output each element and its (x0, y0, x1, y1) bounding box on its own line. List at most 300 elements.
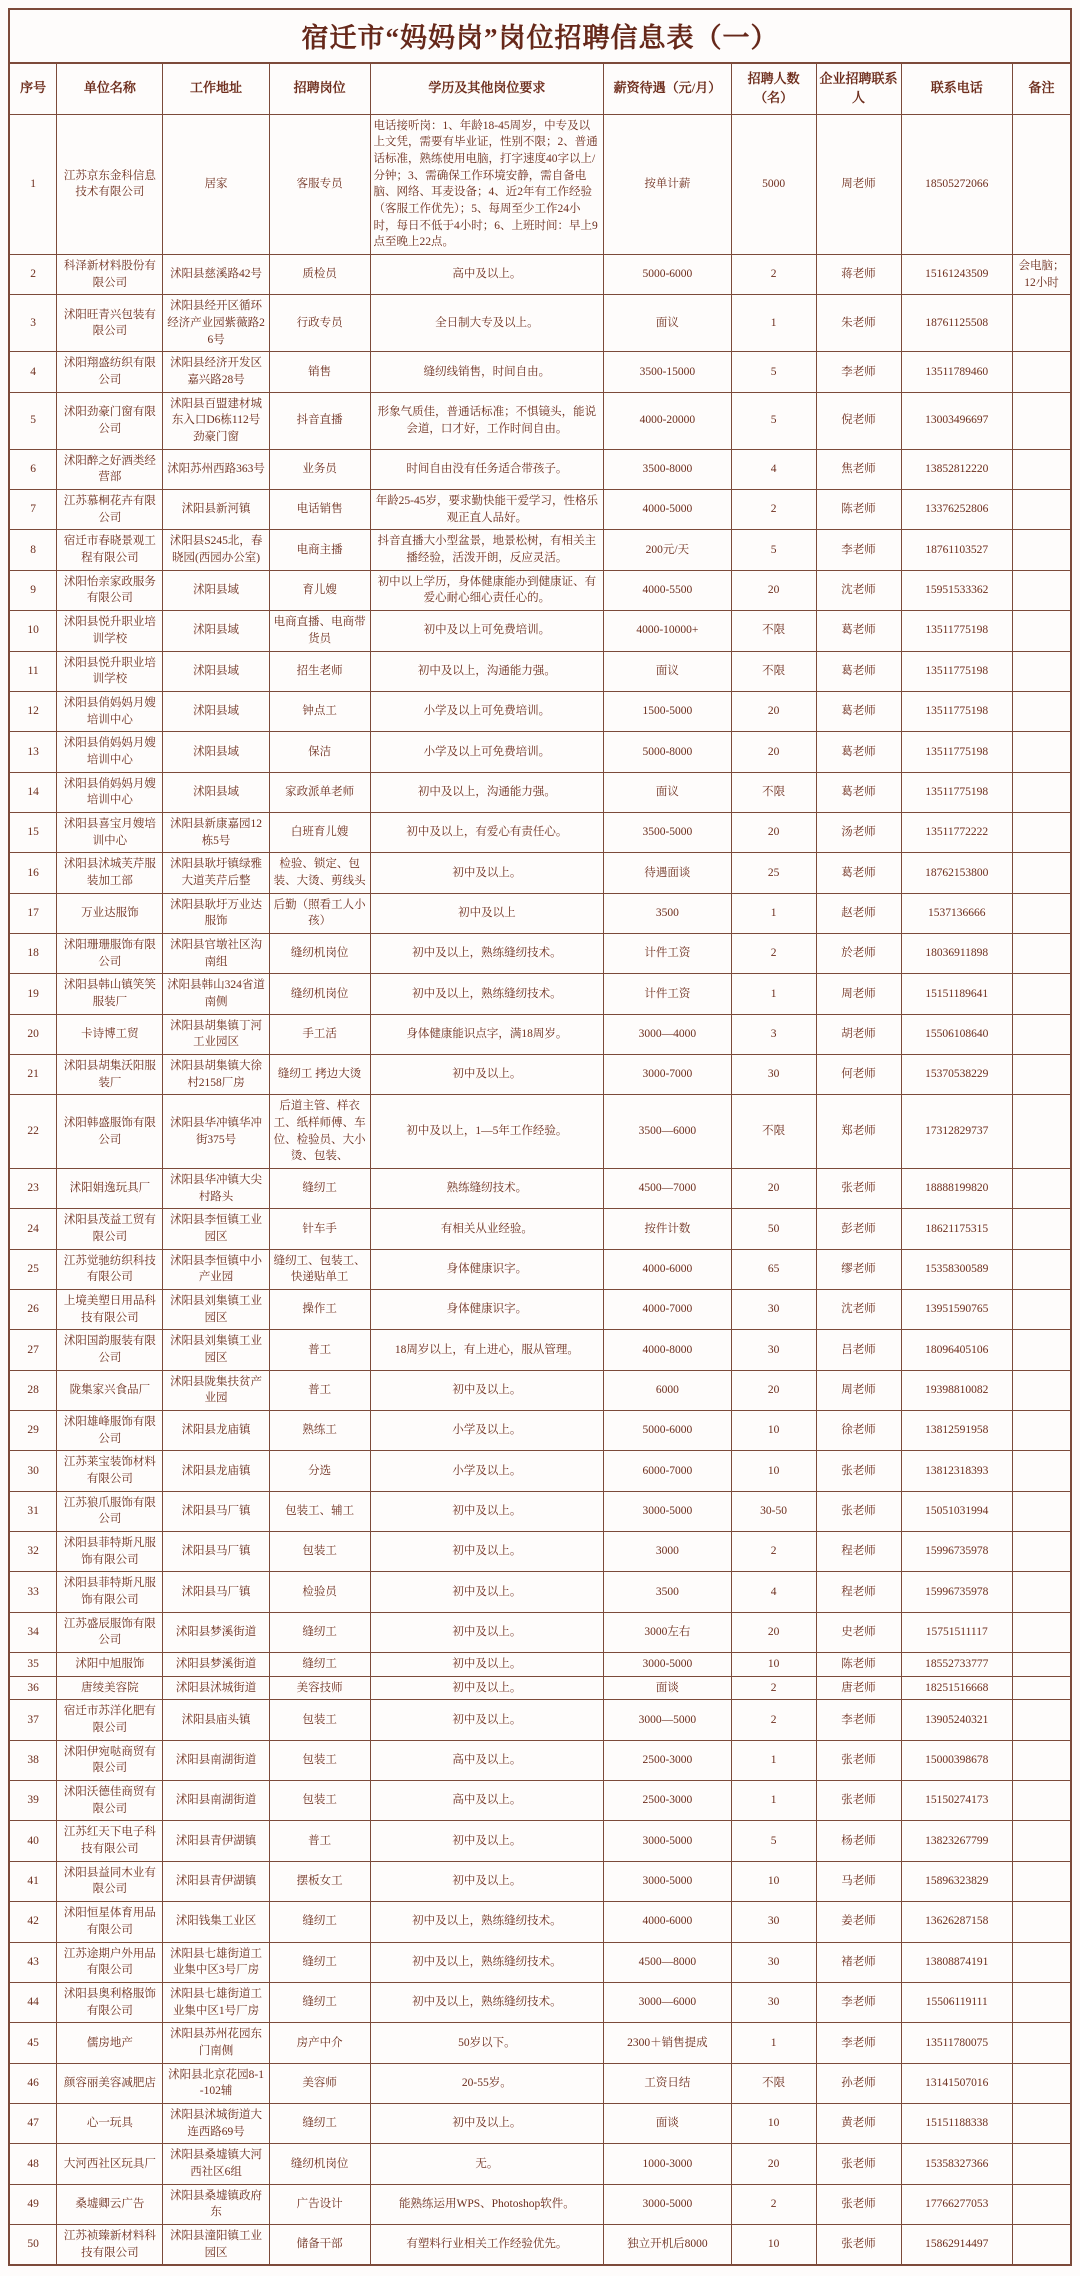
table-row (9, 1821, 1071, 1861)
cell-headcount: 2 (731, 1532, 816, 1572)
cell-remark (1013, 1370, 1071, 1410)
cell-headcount: 25 (731, 853, 816, 893)
cell-address: 沭阳县马厂镇 (163, 1572, 269, 1612)
cell-phone: 18251516668 (901, 1676, 1013, 1700)
cell-phone: 13511775198 (901, 691, 1013, 731)
cell-requirements: 初中及以上。 (370, 1532, 604, 1572)
cell-position: 包装工 (269, 1532, 370, 1572)
cell-requirements: 高中及以上。 (370, 1781, 604, 1821)
cell-contact: 朱老师 (816, 295, 901, 352)
table-row (9, 2103, 1071, 2143)
cell-contact: 马老师 (816, 1861, 901, 1901)
cell-seq: 22 (9, 1095, 57, 1169)
cell-contact: 张老师 (816, 1168, 901, 1208)
table-row (9, 1740, 1071, 1780)
cell-remark (1013, 530, 1071, 570)
table-row (9, 449, 1071, 489)
cell-phone: 15151188338 (901, 2103, 1013, 2143)
cell-seq: 35 (9, 1653, 57, 1677)
cell-headcount: 1 (731, 1781, 816, 1821)
cell-phone: 18036911898 (901, 933, 1013, 973)
cell-phone: 18761103527 (901, 530, 1013, 570)
cell-remark (1013, 1014, 1071, 1054)
cell-seq: 1 (9, 114, 57, 254)
cell-position: 缝纫工 (269, 1942, 370, 1982)
cell-headcount: 5 (731, 352, 816, 392)
cell-salary: 按件计数 (604, 1209, 731, 1249)
cell-phone: 13905240321 (901, 1700, 1013, 1740)
table-row (9, 933, 1071, 973)
cell-seq: 44 (9, 1982, 57, 2022)
cell-contact: 李老师 (816, 1700, 901, 1740)
cell-requirements: 初中及以上，沟通能力强。 (370, 651, 604, 691)
cell-remark (1013, 2103, 1071, 2143)
cell-headcount: 20 (731, 2144, 816, 2184)
cell-seq: 5 (9, 392, 57, 449)
cell-contact: 李老师 (816, 530, 901, 570)
cell-remark (1013, 1740, 1071, 1780)
cell-seq: 7 (9, 490, 57, 530)
cell-headcount: 4 (731, 449, 816, 489)
table-row (9, 1411, 1071, 1451)
cell-company: 大河西社区玩具厂 (57, 2144, 163, 2184)
cell-position: 熟练工 (269, 1411, 370, 1451)
cell-company: 沭阳劲豪门窗有限公司 (57, 392, 163, 449)
cell-phone: 13511780075 (901, 2023, 1013, 2063)
cell-company: 沭阳县茂益工贸有限公司 (57, 1209, 163, 1249)
cell-headcount: 1 (731, 1740, 816, 1780)
cell-headcount: 20 (731, 1168, 816, 1208)
cell-remark (1013, 2023, 1071, 2063)
cell-phone: 15051031994 (901, 1491, 1013, 1531)
cell-salary: 3000—4000 (604, 1014, 731, 1054)
cell-requirements: 无。 (370, 2144, 604, 2184)
cell-salary: 计件工资 (604, 933, 731, 973)
cell-salary: 4000-6000 (604, 1902, 731, 1942)
cell-headcount: 1 (731, 893, 816, 933)
cell-company: 沭阳县悦升职业培训学校 (57, 611, 163, 651)
cell-requirements: 初中及以上，有爱心有责任心。 (370, 812, 604, 852)
cell-position: 钟点工 (269, 691, 370, 731)
cell-address: 沭阳县华冲镇大尖村路头 (163, 1168, 269, 1208)
cell-seq: 8 (9, 530, 57, 570)
cell-phone: 13003496697 (901, 392, 1013, 449)
cell-phone: 13626287158 (901, 1902, 1013, 1942)
cell-headcount: 不限 (731, 2063, 816, 2103)
cell-position: 分选 (269, 1451, 370, 1491)
cell-company: 上境美塑日用品科技有限公司 (57, 1290, 163, 1330)
cell-address: 沭阳县北京花园8-1-102辅 (163, 2063, 269, 2103)
cell-salary: 200元/天 (604, 530, 731, 570)
cell-address: 沭阳县青伊湖镇 (163, 1861, 269, 1901)
cell-contact: 张老师 (816, 1451, 901, 1491)
cell-address: 沭阳县域 (163, 651, 269, 691)
cell-phone: 18552733777 (901, 1653, 1013, 1677)
cell-headcount: 30 (731, 1902, 816, 1942)
cell-position: 后道主管、样衣工、纸样师傅、车位、检验员、大小烫、包装、 (269, 1095, 370, 1169)
cell-salary: 3500-8000 (604, 449, 731, 489)
cell-requirements: 初中及以上。 (370, 1700, 604, 1740)
cell-remark (1013, 570, 1071, 610)
cell-salary: 5000-6000 (604, 1411, 731, 1451)
cell-company: 颜容丽美容减肥店 (57, 2063, 163, 2103)
cell-address: 沭阳县龙庙镇 (163, 1451, 269, 1491)
cell-contact: 程老师 (816, 1572, 901, 1612)
table-row (9, 853, 1071, 893)
cell-remark (1013, 853, 1071, 893)
cell-address: 沭阳县龙庙镇 (163, 1411, 269, 1451)
table-row (9, 1168, 1071, 1208)
cell-phone: 13812591958 (901, 1411, 1013, 1451)
cell-phone: 18761125508 (901, 295, 1013, 352)
cell-remark (1013, 1054, 1071, 1094)
cell-seq: 15 (9, 812, 57, 852)
table-row (9, 1942, 1071, 1982)
cell-requirements: 抖音直播大小型盆景，地景松树，有相关主播经验，活泼开朗，反应灵活。 (370, 530, 604, 570)
cell-seq: 34 (9, 1612, 57, 1652)
cell-headcount: 2 (731, 255, 816, 295)
cell-address: 沭阳县新康嘉园12栋5号 (163, 812, 269, 852)
cell-seq: 2 (9, 255, 57, 295)
cell-address: 沭阳县域 (163, 691, 269, 731)
cell-phone: 17766277053 (901, 2184, 1013, 2224)
cell-company: 沭阳县沭城芙芹服装加工部 (57, 853, 163, 893)
cell-seq: 12 (9, 691, 57, 731)
cell-seq: 10 (9, 611, 57, 651)
cell-phone: 19398810082 (901, 1370, 1013, 1410)
cell-phone: 13511775198 (901, 732, 1013, 772)
cell-company: 宿迁市苏洋化肥有限公司 (57, 1700, 163, 1740)
cell-phone: 18762153800 (901, 853, 1013, 893)
cell-position: 保洁 (269, 732, 370, 772)
table-row (9, 732, 1071, 772)
cell-remark (1013, 2224, 1071, 2265)
cell-remark (1013, 352, 1071, 392)
cell-company: 沭阳国韵服装有限公司 (57, 1330, 163, 1370)
column-header-1: 单位名称 (57, 63, 163, 114)
cell-company: 江苏觉驰纺织科技有限公司 (57, 1249, 163, 1289)
cell-salary: 6000-7000 (604, 1451, 731, 1491)
cell-phone: 15751511117 (901, 1612, 1013, 1652)
cell-seq: 6 (9, 449, 57, 489)
cell-contact: 周老师 (816, 974, 901, 1014)
cell-requirements: 全日制大专及以上。 (370, 295, 604, 352)
cell-seq: 43 (9, 1942, 57, 1982)
table-row (9, 295, 1071, 352)
cell-requirements: 初中及以上。 (370, 1054, 604, 1094)
cell-seq: 29 (9, 1411, 57, 1451)
cell-phone: 13812318393 (901, 1451, 1013, 1491)
cell-seq: 23 (9, 1168, 57, 1208)
cell-salary: 3500 (604, 893, 731, 933)
cell-contact: 郑老师 (816, 1095, 901, 1169)
cell-requirements: 小学及以上。 (370, 1451, 604, 1491)
cell-headcount: 1 (731, 2023, 816, 2063)
table-row (9, 2063, 1071, 2103)
cell-contact: 吕老师 (816, 1330, 901, 1370)
cell-position: 针车手 (269, 1209, 370, 1249)
cell-headcount: 2 (731, 2184, 816, 2224)
cell-contact: 沈老师 (816, 570, 901, 610)
column-header-2: 工作地址 (163, 63, 269, 114)
cell-headcount: 20 (731, 570, 816, 610)
cell-company: 沭阳中旭服饰 (57, 1653, 163, 1677)
table-row (9, 651, 1071, 691)
cell-requirements: 初中及以上，熟练缝纫技术。 (370, 1902, 604, 1942)
cell-phone: 13852812220 (901, 449, 1013, 489)
column-header-4: 学历及其他岗位要求 (370, 63, 604, 114)
cell-company: 江苏京东金科信息技术有限公司 (57, 114, 163, 254)
table-row (9, 611, 1071, 651)
cell-position: 行政专员 (269, 295, 370, 352)
cell-address: 沭阳县桑墟镇大河西社区6组 (163, 2144, 269, 2184)
cell-phone: 13951590765 (901, 1290, 1013, 1330)
page-title: 宿迁市“妈妈岗”岗位招聘信息表（一） (8, 8, 1072, 62)
table-row (9, 2144, 1071, 2184)
cell-address: 沭阳县耿圩镇绿雅大道芙芹后整 (163, 853, 269, 893)
cell-contact: 杨老师 (816, 1821, 901, 1861)
cell-contact: 张老师 (816, 1740, 901, 1780)
cell-headcount: 30 (731, 1290, 816, 1330)
cell-requirements: 初中及以上。 (370, 1861, 604, 1901)
cell-position: 摆板女工 (269, 1861, 370, 1901)
cell-remark (1013, 1532, 1071, 1572)
cell-salary: 4000-10000+ (604, 611, 731, 651)
cell-address: 沭阳县七雄街道工业集中区1号厂房 (163, 1982, 269, 2022)
table-row (9, 812, 1071, 852)
cell-position: 招生老师 (269, 651, 370, 691)
cell-requirements: 能熟练运用WPS、Photoshop软件。 (370, 2184, 604, 2224)
cell-headcount: 65 (731, 1249, 816, 1289)
cell-salary: 3000-5000 (604, 1861, 731, 1901)
cell-phone: 15862914497 (901, 2224, 1013, 2265)
cell-position: 美容师 (269, 2063, 370, 2103)
cell-phone: 13141507016 (901, 2063, 1013, 2103)
cell-seq: 25 (9, 1249, 57, 1289)
header-row (9, 63, 1071, 114)
cell-phone: 15000398678 (901, 1740, 1013, 1780)
cell-address: 沭阳县李恒镇中小产业园 (163, 1249, 269, 1289)
cell-headcount: 10 (731, 2103, 816, 2143)
cell-requirements: 初中及以上。 (370, 1612, 604, 1652)
cell-headcount: 2 (731, 1700, 816, 1740)
cell-seq: 31 (9, 1491, 57, 1531)
cell-position: 客服专员 (269, 114, 370, 254)
cell-requirements: 有相关从业经验。 (370, 1209, 604, 1249)
cell-phone: 18505272066 (901, 114, 1013, 254)
cell-requirements: 身体健康识字。 (370, 1249, 604, 1289)
cell-requirements: 高中及以上。 (370, 1740, 604, 1780)
cell-contact: 蒋老师 (816, 255, 901, 295)
cell-requirements: 时间自由没有任务适合带孩子。 (370, 449, 604, 489)
table-row (9, 1249, 1071, 1289)
cell-salary: 4000-5000 (604, 490, 731, 530)
cell-position: 缝纫工 (269, 1653, 370, 1677)
cell-headcount: 30 (731, 1942, 816, 1982)
cell-company: 沭阳娟逸玩具厂 (57, 1168, 163, 1208)
table-row (9, 1653, 1071, 1677)
cell-company: 沭阳珊珊服饰有限公司 (57, 933, 163, 973)
cell-seq: 47 (9, 2103, 57, 2143)
cell-salary: 3000 (604, 1532, 731, 1572)
table-row (9, 2224, 1071, 2265)
cell-contact: 李老师 (816, 2023, 901, 2063)
cell-position: 缝纫工、包装工、快递贴单工 (269, 1249, 370, 1289)
cell-remark (1013, 1411, 1071, 1451)
cell-remark (1013, 732, 1071, 772)
cell-company: 沭阳旺青兴包装有限公司 (57, 295, 163, 352)
cell-remark (1013, 1330, 1071, 1370)
cell-requirements: 初中及以上。 (370, 1491, 604, 1531)
cell-remark (1013, 974, 1071, 1014)
cell-contact: 史老师 (816, 1612, 901, 1652)
cell-requirements: 初中及以上。 (370, 2103, 604, 2143)
cell-remark (1013, 449, 1071, 489)
cell-contact: 程老师 (816, 1532, 901, 1572)
cell-requirements: 18周岁以上，有上进心，服从管理。 (370, 1330, 604, 1370)
cell-contact: 沈老师 (816, 1290, 901, 1330)
table-row (9, 1095, 1071, 1169)
cell-requirements: 熟练缝纫技术。 (370, 1168, 604, 1208)
cell-salary: 面议 (604, 295, 731, 352)
cell-contact: 葛老师 (816, 611, 901, 651)
cell-headcount: 2 (731, 933, 816, 973)
cell-remark (1013, 812, 1071, 852)
cell-remark (1013, 1942, 1071, 1982)
column-header-6: 招聘人数（名） (731, 63, 816, 114)
cell-company: 卡诗博工贸 (57, 1014, 163, 1054)
cell-headcount: 10 (731, 1451, 816, 1491)
cell-contact: 张老师 (816, 2144, 901, 2184)
cell-requirements: 电话接听岗：1、年龄18-45周岁，中专及以上文凭，需要有毕业证，性别不限；2、普通话标准，熟练使用电脑，打字速度40字以上/分钟；3、需确保工作环境安静，需自备电脑、网络、耳麦设备；4、近2年有工作经验（客服工作优先）；5、每周至少工作24小时，每日不低于4小时；6、上班时间：早上9点至晚上22点。 (370, 114, 604, 254)
cell-contact: 胡老师 (816, 1014, 901, 1054)
cell-salary: 5000-6000 (604, 255, 731, 295)
cell-address: 沭阳县新河镇 (163, 490, 269, 530)
cell-remark (1013, 392, 1071, 449)
cell-headcount: 10 (731, 2224, 816, 2265)
cell-contact: 张老师 (816, 2224, 901, 2265)
cell-phone: 13511775198 (901, 772, 1013, 812)
column-header-7: 企业招聘联系人 (816, 63, 901, 114)
cell-phone: 15896323829 (901, 1861, 1013, 1901)
cell-position: 检验、锁定、包装、大烫、剪线头 (269, 853, 370, 893)
cell-seq: 33 (9, 1572, 57, 1612)
cell-remark: 会电脑；12小时 (1013, 255, 1071, 295)
cell-address: 沭阳县马厂镇 (163, 1532, 269, 1572)
cell-salary: 3000-5000 (604, 1821, 731, 1861)
cell-position: 缝纫工 (269, 1168, 370, 1208)
cell-salary: 4000-20000 (604, 392, 731, 449)
cell-salary: 4000-5500 (604, 570, 731, 610)
table-row (9, 1612, 1071, 1652)
cell-remark (1013, 2144, 1071, 2184)
cell-requirements: 初中及以上。 (370, 1572, 604, 1612)
table-row (9, 1861, 1071, 1901)
cell-company: 陇集家兴食品厂 (57, 1370, 163, 1410)
cell-seq: 19 (9, 974, 57, 1014)
cell-remark (1013, 1095, 1071, 1169)
cell-address: 沭阳县耿圩万业达服饰 (163, 893, 269, 933)
cell-contact: 周老师 (816, 1370, 901, 1410)
table-row (9, 1491, 1071, 1531)
cell-salary: 面谈 (604, 2103, 731, 2143)
cell-headcount: 10 (731, 1653, 816, 1677)
cell-address: 沭阳县南湖街道 (163, 1781, 269, 1821)
table-row (9, 974, 1071, 1014)
cell-position: 包装工 (269, 1781, 370, 1821)
cell-contact: 葛老师 (816, 772, 901, 812)
cell-position: 缝纫机岗位 (269, 933, 370, 973)
cell-remark (1013, 490, 1071, 530)
cell-company: 沭阳怡亲家政服务有限公司 (57, 570, 163, 610)
cell-position: 包装工 (269, 1700, 370, 1740)
cell-address: 沭阳县沭城街道大连西路69号 (163, 2103, 269, 2143)
table-row (9, 772, 1071, 812)
cell-position: 白班育儿嫂 (269, 812, 370, 852)
cell-position: 缝纫工 (269, 1902, 370, 1942)
cell-salary: 3500—6000 (604, 1095, 731, 1169)
cell-remark (1013, 893, 1071, 933)
cell-remark (1013, 1902, 1071, 1942)
cell-phone: 13511789460 (901, 352, 1013, 392)
cell-requirements: 小学及以上可免费培训。 (370, 691, 604, 731)
cell-phone: 13511772222 (901, 812, 1013, 852)
cell-salary: 3000—5000 (604, 1700, 731, 1740)
cell-seq: 18 (9, 933, 57, 973)
cell-headcount: 30 (731, 1982, 816, 2022)
column-header-9: 备注 (1013, 63, 1071, 114)
cell-phone: 1537136666 (901, 893, 1013, 933)
table-row (9, 1982, 1071, 2022)
cell-address: 沭阳苏州西路363号 (163, 449, 269, 489)
cell-contact: 於老师 (816, 933, 901, 973)
cell-headcount: 不限 (731, 772, 816, 812)
cell-contact: 张老师 (816, 2184, 901, 2224)
cell-company: 宿迁市春晓景观工程有限公司 (57, 530, 163, 570)
cell-position: 广告设计 (269, 2184, 370, 2224)
column-header-5: 薪资待遇（元/月） (604, 63, 731, 114)
table-row (9, 1676, 1071, 1700)
cell-position: 育儿嫂 (269, 570, 370, 610)
cell-company: 沭阳伊宛哒商贸有限公司 (57, 1740, 163, 1780)
cell-address: 沭阳县华冲镇华冲街375号 (163, 1095, 269, 1169)
table-row (9, 1370, 1071, 1410)
table-row (9, 1902, 1071, 1942)
cell-remark (1013, 1451, 1071, 1491)
cell-salary: 4500—8000 (604, 1942, 731, 1982)
table-row (9, 1330, 1071, 1370)
cell-position: 后勤（照看工人小孩） (269, 893, 370, 933)
cell-requirements: 高中及以上。 (370, 255, 604, 295)
cell-salary: 1000-3000 (604, 2144, 731, 2184)
cell-remark (1013, 1249, 1071, 1289)
cell-headcount: 不限 (731, 1095, 816, 1169)
cell-contact: 周老师 (816, 114, 901, 254)
cell-position: 家政派单老师 (269, 772, 370, 812)
cell-requirements: 初中及以上可免费培训。 (370, 611, 604, 651)
cell-phone: 15358327366 (901, 2144, 1013, 2184)
cell-seq: 39 (9, 1781, 57, 1821)
cell-company: 沭阳县俏妈妈月嫂培训中心 (57, 691, 163, 731)
cell-position: 普工 (269, 1330, 370, 1370)
cell-salary: 计件工资 (604, 974, 731, 1014)
cell-requirements: 初中及以上 (370, 893, 604, 933)
cell-headcount: 1 (731, 974, 816, 1014)
cell-seq: 24 (9, 1209, 57, 1249)
cell-remark (1013, 933, 1071, 973)
cell-requirements: 初中及以上，1—5年工作经验。 (370, 1095, 604, 1169)
cell-address: 沭阳钱集工业区 (163, 1902, 269, 1942)
